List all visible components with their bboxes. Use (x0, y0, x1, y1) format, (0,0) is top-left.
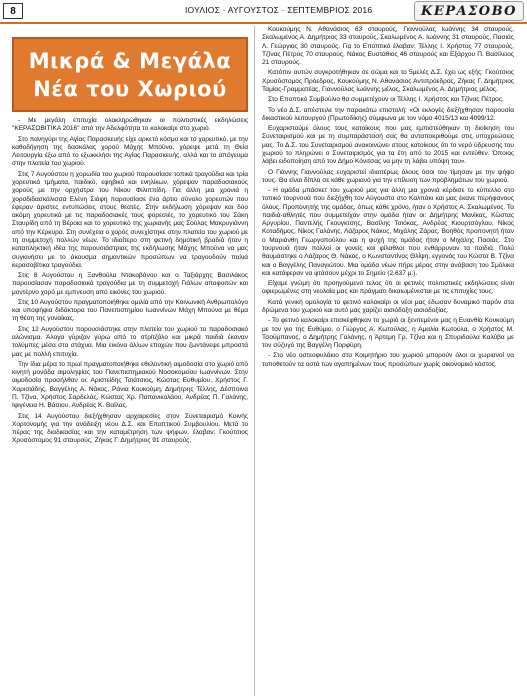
left-column (12, 117, 248, 448)
paragraph: Στο Εποπτικό Συμβούλιο θα συμμετέχουν οι Τέλλης Ι. Χρήστος και Τζίνας Πέτρος. (268, 96, 504, 104)
page-header (0, 0, 527, 24)
section-title-line-2: Νέα του Χωριού (33, 76, 227, 101)
section-title (12, 37, 248, 112)
paragraph: Στις 12 Αυγούστου παρουσιάστηκε στην πλατεία του χωριού το παραδοσιακό αλώνισμα. Άλογα γύριζαν γύρω από το στρίτζάλο και μικρά παιδιά έκαναν τολύμπες μέσα στα στάχυα. Μια εικόνα άλλων εποχών που ζωντάνεψε μπροστά μας με πολλή επιτυχία. (12, 325, 248, 358)
paragraph: Στις 7 Αυγούστου η χορωδία του χωριού παρουσίασε τοπικά τραγούδια και τρία χορευτικά τμήματα, παιδικό, εφηβικό και ενηλίκων, χόρεψαν παραδοσιακούς χορούς με την ορχήστρα του Νίκου Φιλιππίδη. Για άλλη μια χρονιά η χοροδιδασκάλισσα Ελένη Σιάφη παρουσίασε ένα άρτιο σύνολο χορευτών που έφεραν άριστες εντυπώσεις στους θεατές. Στην εκδήλωση χόρεψαν και δύο ακόμη χορευτικά με τις παραδοσιακές τους φορεσιές, το χορευτικό του Σάκη Σταυρίδη από τη Βέροια και το χορευτικό της χωριανής μας Σούλας Μακρυγιάννη από την Κέρκυρα. Στη συνέχεια ο χορός συνεχίστηκε στην πλατεία του χωριού με τη συμμετοχή πολλών νέων. Το ιδιαίτερο στη φετινή δημοτική βραδιά ήταν η καταπληκτική ιδέα της παρουσιάστριας της εκδήλωσης Μάχης Μπούνα να μας συγκινήσει με το άκουσμα σημαντικών προσώπων να τραγουδούν παλιά κερασοβίτικα τραγούδια. (12, 170, 248, 269)
paragraph: Είχαμε γνώμη ότι προηγούμενο τελος ότι οι φετινές πολιτιστικές εκδηλώσεις είναι αφιερωμένες στη νεολαία μας και πράγματι δικαιωμένεσται με τις επιτυχίες τους. (262, 280, 514, 296)
right-column (262, 26, 514, 371)
newspaper-masthead: ΚΕΡΑΣΟΒΟ (414, 1, 524, 21)
paragraph: - Η ομάδα μπάσκετ του χωριού μας για άλλη μια χρονιά κέρδισε το κύπελλο στο τοπικό τουρνουά που διεξήχθη τον Αύγουστο στο Καλπάκι και μας έκανε περήφανους όλους. Προπονητής της ομάδας, όπως κάθε χρόνο, ήταν ο Χρήστος Α. Σκαλωμένος. Τα παιδιά-αθλητές που συμμετείχαν στην ομάδα ήταν οι: Δημήτρης Μανίκας, Κώστας Αργυρίου, Παντελής Γκουγκτσης, Βασίλης Τσιόκας, Ανδρέας Κιουρτσόγλου, Νίκος Κοταδήμος, Νίκος Γαλάνης, Λάζαρος Νάκος, Μιχάλης Ζάρας. Βοηθός προπονητή ήταν ο Μαριάνθη Γεωργοπούλου και η ψυχή της ομάδας ήταν ο Μιχάλης Πασιάς. Στο τουρνουά ήταν πολλοί οι γονείς και φίλαθλοι που ενθάρρυναν τα παιδιά. Πολύ θαυμάστηκε ο Λάζαρος Θ. Νάκος, ο Κωνσταντίνος Θλίψη, εγγονός του Κώστα Β. Τζίνα και ο Βαγγέλης Παναγιώτου. Μια ομάδα νέων πήρε μέρος στην ανάβαση του Σμόλικα και κατάφεραν να φτάσουν μέχρι το Σημείο (2.637 μ.). (262, 187, 514, 277)
paragraph: - Με μεγάλη επιτυχία ολοκληρώθηκαν οι πολιτιστικές εκδηλώσεις "ΚΕΡΑΣΟΒΙΤΙΚΑ 2016" από την Αδελφότητα το καλοκαίρι στο χωριό. (12, 117, 248, 133)
paragraph: Στις 14 Αυγούστου διεξήχθησαν αρχαιρεσίες στον Συνεταιρισμό Κοινής Χορτονομής για την ανάδειξη νέου Δ.Σ. και Εποπτικού Συμβουλίου. Μετά το πέρας της διαδικασίας και την καταμέτρηση των ψήφων, έλαβαν: Γκούτσιος Χρυσόστομος 91 σταυρούς, Ζήκας Γ. Δημήτριος 91 σταυρούς, (12, 412, 248, 445)
paragraph: - Στο νέο οστεοφυλάκιο στο Κοιμητήριο του χωριού μπορούν όλοι οι χωριανοί να τοποθετούν τα οστά των αγαπημένων τους προσώπων χωρίς οικονομικό κόστος. (262, 352, 514, 368)
section-title-line-1: Μικρά & Μεγάλα (28, 48, 232, 73)
issue-date: ΙΟΥΛΙΟΣ · ΑΥΓΟΥΣΤΟΣ · ΣΕΠΤΕΜΒΡΙΟΣ 2016 (185, 5, 373, 15)
paragraph: - Το φετινό καλοκαίρι επισκέφθηκαν το χωριό οι ξενιτεμένοι μας η Ευανθία Κουκούμη με τον γιο της Ευθύμιο, ο Γιώργος Α. Κωτούλας, η Αμαλία Κωτούλα, ο Χρήστος Μ. Τσούμπανος, ο Δημήτρης Γαλάνης, η Άρτεμη Γρ. Τζίνα και η Σπυριδούλα Καλύβα με τον σύζυγό της Βαγγέλη Πορφύρη. (262, 317, 514, 350)
paragraph: Κατά γενική ομολογία το φετινό καλοκαίρι οι νέοι μας έδωσαν δυναμικό παρόν στα δρώμενα του χωριού και αυτό μας χαρίζει αισιόδοξη αισιοδοξίας. (262, 298, 514, 314)
column-divider (254, 26, 255, 696)
paragraph: Ευχαριστούμε όλους τους κατοίκους που μας εμπιστεύθηκαν τη διοίκηση του Συνεταιρισμού και με τη συμπαράστασή σας θα ανταποκριθούμε στις υποχρεώσεις μας. Το Δ.Σ. του Συνεταιρισμού ανακοινώνει στους κατοίκους ότι το νερό ύδρευσης του χωριού το πληρώνει ο Συνεταιρισμός για τα έτη από το 2015 και εντεύθεν. Όποιος λάβει ειδοποίηση από τον Δήμο Κόνιτσας να μην τη λάβει υπόψη του». (262, 125, 514, 166)
paragraph: Την ίδια μέρα το πρωί πραγματοποιήθηκε εθελοντική αιμοδοσία στο χωριό από κινητή μονάδα αιμοληψίας του Πανεπιστημιακού Νοσοκομείου Ιωαννίνων. Στην αιμοδοσία προσήλθαν οι: Αριστείδης Τσιάτσιος, Κώστας Ευθυμίου, Χρήστος Γ. Χαρισιάδης, Βαγγέλης Α. Νάκος, Ράνια Κουκούμη, Δημήτρης Τέλλης, Δέσποινα Π. Τζίνα, Χρήστος Σαρδελάς, Κώστας Χρ. Παπανικολάου, Ανδρέας Π. Γαλάνης, Ιφιγένεια Η. Βάσιου, Ανδρέας Κ. Βαϊλας. (12, 360, 248, 410)
paragraph: Στις 10 Αυγούστου πραγματοποιήθηκε ομιλία από την Κοινωνική Ανθρωπολόγο και υποψήφια διδάκτορα του Πανεπιστημίου Ιωαννίνων Μάχη Μπούνα με θέμα τη θέση της γυναίκας. (12, 298, 248, 323)
page-number: 8 (3, 3, 23, 19)
paragraph: Στο πανηγύρι της Αγίας Παρασκευής είχε αρκετό κόσμο και το χορευτικό, με την καθοδήγηση της δασκάλας χορού Μάχης Μπούνα, χόρεψε μετά τη Θεία Λειτουργία έξω από το εξωκκλήσι της Αγίας Παρασκευής, αλλά και το απόγευμα στην πλατεία του χωριού. (12, 135, 248, 168)
paragraph: Κατόπιν αυτών συγκροτήθηκαν σε σώμα και το 5μελές Δ.Σ. έχει ως εξής: Γκούτσιος Χρυσόστομος Πρόεδρος, Κουκούμης Ν. Αθανάσιος Αντιπρόεδρος, Ζήκας Γ. Δημήτριος Ταμίας-Γραμματέας, Γιαννούλας Ιωάννης μέλος, Σκαλωμένος Α. Δημήτριος μέλος. (262, 69, 514, 93)
paragraph: Ο Γιάννης Γιαννούλας ευχαριστεί ιδιαιτέρως όλους όσοι τον τίμησαν με την ψήφο τους. Θα είναι δίπλα σε κάθε χωριανό για την επίλυση των προβλημάτων του χωριού. (262, 168, 514, 184)
paragraph: Στις 8 Αυγούστου η Ξανθούλα Ντακοβάνου και ο Ταξιάρχης Βασιλάκος παρουσίασαν παραδοσιακά τραγούδια με τη συμμετοχή Γιάλων αποφοιτών και μοντέρνο χορό με εμπνευση από εικόνες του χωριού. (12, 272, 248, 296)
paragraph: Κουκούμης Ν. Αθανάσιος 63 σταυρούς, Γιαννούλας Ιωάννης 34 σταυρούς, Σκαλωμένος Α. Δημήτριος 33 σταυρούς, Σκαλωμένος Α. Ιωάννης 31 σταυρούς, Πασιάς Λ. Γεώργιος 30 σταυρούς. Για το Εποπτικό έλαβαν: Τέλλης Ι. Χρήστος 77 σταυρούς, Τζίνας Πέτρος 70 σταυρούς, Νάκος Ευστάθιος 46 σταυρούς και Εξάρχου Π. Βασίλειος 21 σταυρούς. (262, 26, 514, 67)
paragraph: Το νέο Δ.Σ. απέστειλε την παρακάτω επιστολή: «Οι εκλογές διεξήχθησαν παρουσία δικαστικού λειτουργού (Πρωτοδίκης) σύμφωνα με τον νόμο 4015/13 και 4099/12. (262, 106, 514, 122)
